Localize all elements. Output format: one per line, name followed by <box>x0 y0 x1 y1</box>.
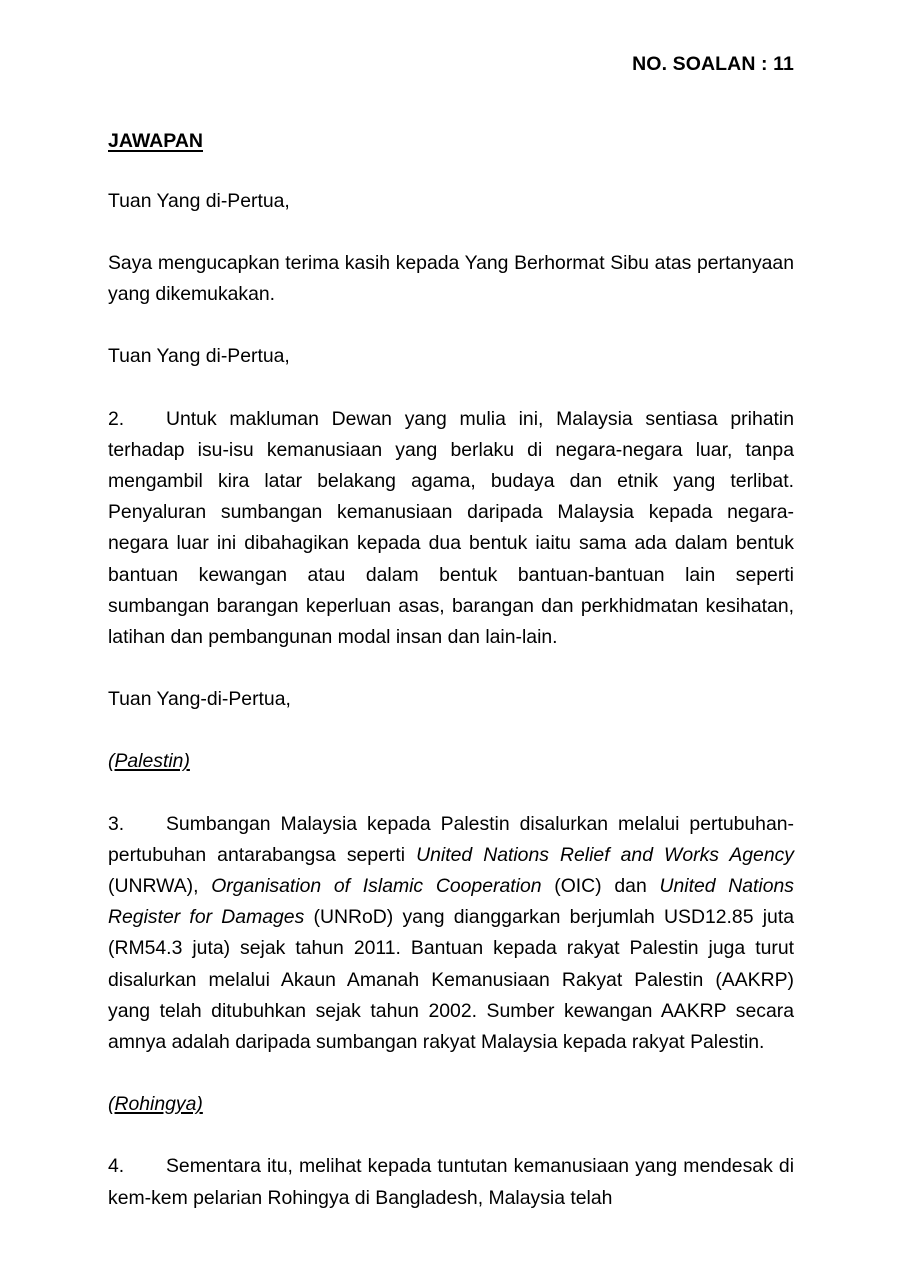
question-number-header: NO. SOALAN : 11 <box>632 53 794 75</box>
salutation-first: Tuan Yang di-Pertua, <box>108 189 290 212</box>
spacer <box>108 1120 794 1151</box>
paragraph-3-text-part-1: Sumbangan Malaysia kepada Palestin disalurkan melalui pertubuhan-pertubuhan antarabangsa seperti <box>108 812 794 866</box>
org-name-unrwa: United Nations Relief and Works Agency <box>416 843 794 866</box>
spacer <box>108 155 794 186</box>
subheading-palestin-wrap <box>108 746 794 777</box>
paragraph-3-text-part-4: (UNRoD) yang dianggarkan berjumlah USD12.85 juta (RM54.3 juta) sejak tahun 2011. Bantuan kepada rakyat Palestin juga turut disalurkan melalui Akaun Amanah Kemanusiaan Rakyat Palestin (AAKRP) yang telah ditubuhkan sejak tahun 2002. Sumber kewangan AAKRP secara amnya adalah daripada sumbangan rakyat Malaysia kepada rakyat Palestin. <box>108 906 794 1053</box>
org-name-oic: Organisation of Islamic Cooperation <box>211 874 542 897</box>
spacer <box>108 373 794 404</box>
subheading-palestin: (Palestin) <box>108 750 190 773</box>
paragraph-3-text-part-2: (UNRWA), <box>108 874 212 897</box>
paragraph-3-text-part-3: (OIC) dan <box>541 874 660 897</box>
paragraph-2 <box>108 404 794 654</box>
paragraph-2-text: Untuk makluman Dewan yang mulia ini, Malaysia sentiasa prihatin terhadap isu-isu kemanusiaan yang berlaku di negara-negara luar, tanpa mengambil kira latar belakang agama, budaya dan etnik yang terlibat. Penyaluran sumbangan kemanusiaan daripada Malaysia kepada negara-negara luar ini dibahagikan kepada dua bentuk iaitu sama ada dalam bentuk bantuan kewangan atau dalam bentuk bantuan-bantuan lain seperti sumbangan barangan keperluan asas, barangan dan perkhidmatan kesihatan, latihan dan pembangunan modal insan dan lain-lain. <box>108 407 794 648</box>
document-content <box>108 0 794 1214</box>
paragraph-4-text: Sementara itu, melihat kepada tuntutan kemanusiaan yang mendesak di kem-kem pelarian Rohingya di Bangladesh, Malaysia telah <box>108 1155 794 1209</box>
paragraph-3 <box>108 809 794 1059</box>
paragraph-4-number: 4. <box>108 1155 125 1178</box>
spacer <box>108 217 794 248</box>
org-name-unrod: United Nations Register for Damages <box>108 874 794 929</box>
paragraph-thanks: Saya mengucapkan terima kasih kepada Yang Berhormat Sibu atas pertanyaan yang dikemukakan. <box>108 251 794 306</box>
paragraph-2-number: 2. <box>108 407 125 430</box>
paragraph-4 <box>108 1151 794 1213</box>
spacer <box>108 310 794 341</box>
salutation-second: Tuan Yang di-Pertua, <box>108 345 290 368</box>
subheading-rohingya-wrap <box>108 1089 794 1120</box>
salutation-third: Tuan Yang-di-Pertua, <box>108 688 291 711</box>
spacer <box>108 715 794 746</box>
paragraph-3-number: 3. <box>108 812 125 835</box>
subheading-rohingya: (Rohingya) <box>108 1093 203 1116</box>
spacer <box>108 653 794 684</box>
page-title: JAWAPAN <box>108 130 203 153</box>
spacer <box>108 778 794 809</box>
spacer <box>108 1058 794 1089</box>
